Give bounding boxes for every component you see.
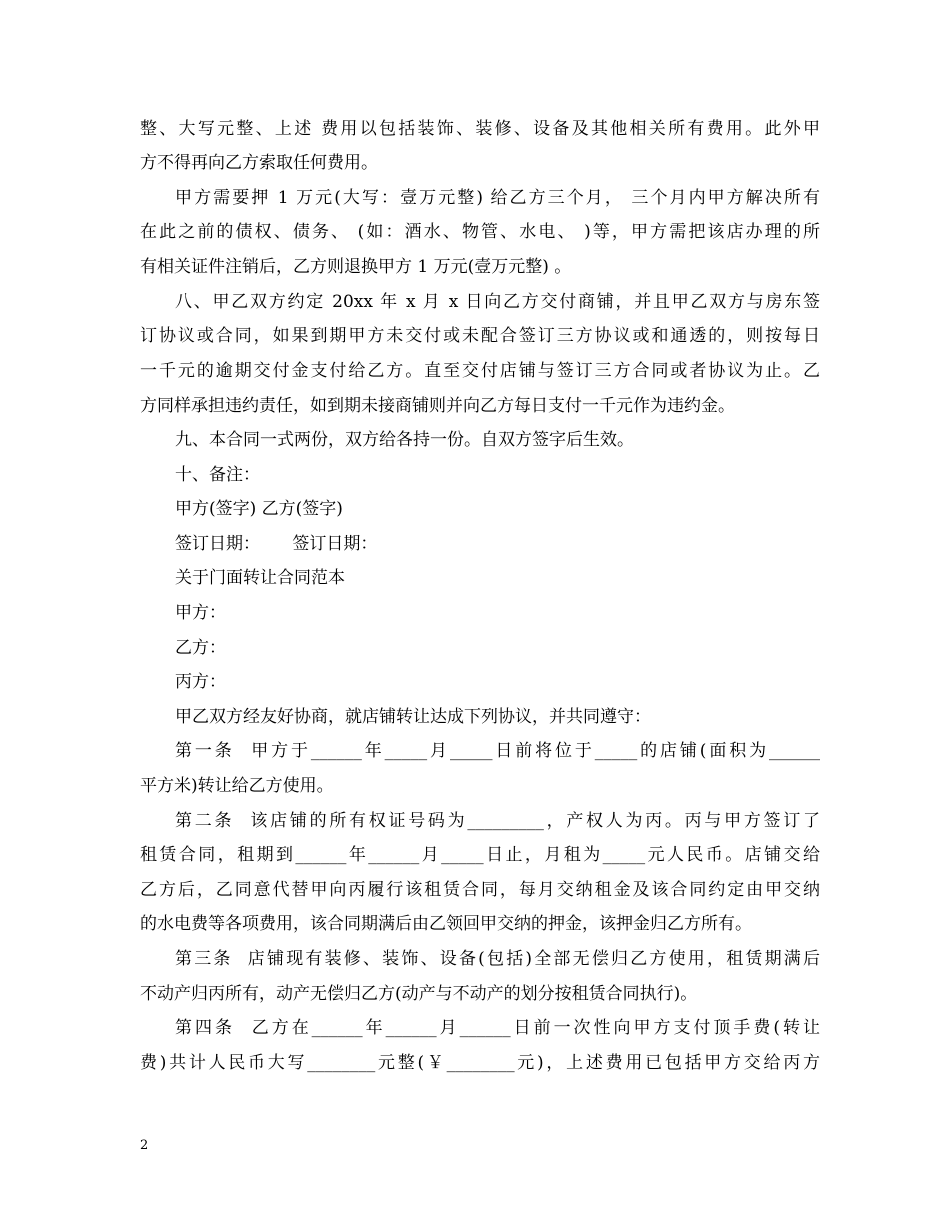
page-number: 2 <box>140 1138 149 1153</box>
text-line: 在此之前的债权、债务、 (如：酒水、物管、水电、 )等，甲方需把该店办理的所 <box>140 222 820 242</box>
clause-line: 第一条 甲方于______年_____月_____日前将位于_____的店铺(面积为______ <box>175 741 820 761</box>
text-line: 九、本合同一式两份，双方给各持一份。自双方签字后生效。 <box>175 430 634 450</box>
text-line: 方同样承担违约责任，如到期未接商铺则并向乙方每日支付一千元作为违约金。 <box>140 396 735 416</box>
clause-line: 第四条 乙方在______年______月______日前一次性向甲方支付顶手费(转让 <box>175 1018 820 1038</box>
text-line: 费)共计人民币大写________元整(￥________元)，上述费用已包括甲方交给丙方 <box>140 1053 820 1073</box>
clause-line: 第三条 店铺现有装修、装饰、设备(包括)全部无偿归乙方使用，租赁期满后 <box>175 949 820 969</box>
text-line: 不动产归丙所有，动产无偿归乙方(动产与不动产的划分按租赁合同执行)。 <box>140 984 698 1004</box>
party-c-label: 丙方： <box>175 672 226 692</box>
text-line: 方不得再向乙方索取任何费用。 <box>140 153 378 173</box>
signature-line: 甲方(签字) 乙方(签字) <box>175 499 343 519</box>
text-line: 甲乙双方经友好协商，就店铺转让达成下列协议，并共同遵守： <box>175 707 651 727</box>
text-line: 整、大写元整、上述 费用以包括装饰、装修、设备及其他相关所有费用。此外甲 <box>140 119 820 139</box>
text-line: 一千元的逾期交付金支付给乙方。直至交付店铺与签订三方合同或者协议为止。乙 <box>140 361 820 381</box>
party-b-label: 乙方： <box>175 638 226 658</box>
text-line: 租赁合同，租期到______年______月_____日止，月租为_____元人民币。店铺交给 <box>140 845 820 865</box>
text-line: 八、甲乙双方约定 20xx 年 x 月 x 日向乙方交付商铺，并且甲乙双方与房东签 <box>175 292 820 312</box>
text-line: 十、备注： <box>175 465 260 485</box>
text-line: 甲方需要押 1 万元(大写：壹万元整) 给乙方三个月， 三个月内甲方解决所有 <box>175 188 820 208</box>
text-line: 平方米)转让给乙方使用。 <box>140 776 334 796</box>
section-title: 关于门面转让合同范本 <box>175 568 345 588</box>
text-line: 乙方后，乙同意代替甲向丙履行该租赁合同，每月交纳租金及该合同约定由甲交纳 <box>140 880 820 900</box>
text-line: 的水电费等各项费用，该合同期满后由乙领回甲交纳的押金，该押金归乙方所有。 <box>140 914 752 934</box>
text-line: 有相关证件注销后，乙方则退换甲方 1 万元(壹万元整) 。 <box>140 257 572 277</box>
clause-line: 第二条 该店铺的所有权证号码为_________，产权人为丙。丙与甲方签订了 <box>175 811 820 831</box>
party-a-label: 甲方： <box>175 603 226 623</box>
date-line: 签订日期： 签订日期： <box>175 534 378 554</box>
text-line: 订协议或合同，如果到期甲方未交付或未配合签订三方协议或和通透的，则按每日 <box>140 326 820 346</box>
